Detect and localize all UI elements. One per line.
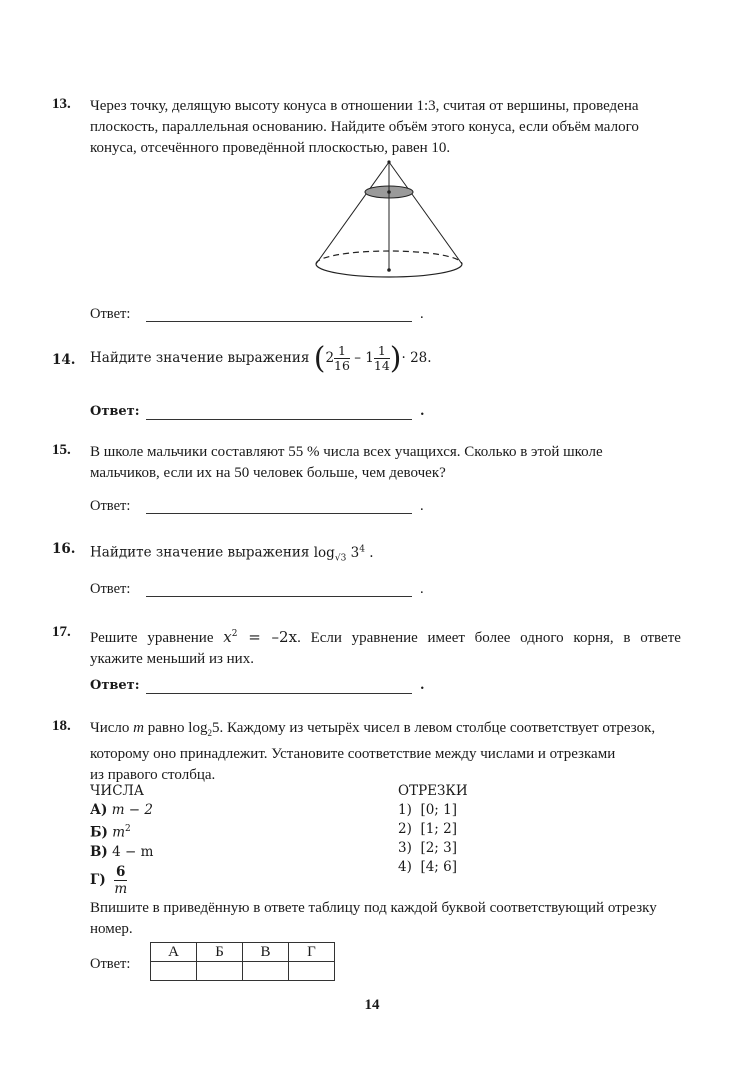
instruction-text [90, 898, 722, 940]
answer-dot: . [420, 404, 425, 419]
math-expression [313, 544, 374, 564]
answer-dot: . [420, 581, 424, 597]
answer-field[interactable] [146, 419, 412, 420]
header-cell: Г [289, 943, 335, 962]
answer-row [90, 498, 424, 515]
task-number: 15. [52, 442, 71, 458]
answer-label: Ответ: [90, 404, 140, 419]
answer-label: Ответ: [90, 581, 131, 597]
period: . [427, 350, 432, 366]
number-item-b: Б) $m^2$ [90, 824, 131, 841]
task-text-line [90, 624, 722, 649]
task-text [90, 718, 722, 786]
answer-cell-v[interactable] [243, 962, 289, 981]
task-number: 16. [52, 541, 76, 557]
numbers-column [90, 782, 153, 897]
segment-item: 4) [4; 6] [398, 859, 457, 875]
number-item-v: В) 4 − m [90, 843, 154, 860]
answer-dot: . [420, 498, 424, 514]
exponent: 4 [359, 544, 365, 554]
task-text-line: конуса, отсечённого проведённой плоскостью, равен 10. [90, 140, 451, 156]
task-text-line: плоскость, параллельная основанию. Найдите объём этого конуса, если объём малого [90, 119, 639, 135]
answer-table [150, 942, 335, 981]
task-number: 14. [52, 352, 76, 368]
header-cell: Б [197, 943, 243, 962]
answer-label: Ответ: [90, 306, 131, 322]
answer-cell-b[interactable] [197, 962, 243, 981]
answer-dot: . [420, 678, 425, 693]
instruction-line: Впишите в приведённую в ответе таблицу под каждой буквой соответствующий отрезку [90, 900, 657, 916]
answer-row [90, 678, 425, 693]
whole-part: 2 [325, 350, 335, 366]
text-fragment: . Если уравнение имеет более одного корня, в ответе [297, 630, 681, 646]
task-text [90, 442, 722, 484]
math-expression: $x^2 = -2x$ [223, 628, 298, 646]
column-header: ЧИСЛА [90, 783, 145, 799]
task-number: 13. [52, 96, 71, 112]
answer-label: Ответ: [90, 956, 131, 972]
text-fragment: Решите уравнение [90, 630, 214, 646]
header-cell: А [151, 943, 197, 962]
task-text-line: Через точку, делящую высоту конуса в отношении 1:3, считая от вершины, проведена [90, 98, 639, 114]
task-text-line: которому оно принадлежит. Установите соответствие между числами и отрезками [90, 746, 616, 762]
operator: – [354, 350, 361, 366]
answer-label: Ответ: [90, 498, 131, 514]
instruction-line: номер. [90, 921, 133, 937]
column-header: ОТРЕЗКИ [398, 783, 468, 799]
header-cell: В [243, 943, 289, 962]
number-item-g: Г) $\frac{6}{m}$ [90, 863, 128, 897]
task-text-line: Найдите значение выражения [90, 350, 310, 366]
task-text [90, 341, 722, 376]
number-item-a: А) m − 2 [90, 802, 153, 818]
fraction: $\frac{1}{14}$ [373, 343, 390, 373]
cone-figure [310, 158, 466, 284]
task-text-line: мальчиков, если их на 50 человек больше, чем девочек? [90, 465, 446, 481]
task-number: 18. [52, 718, 71, 734]
page-number: 14 [364, 997, 380, 1013]
task-text [90, 96, 722, 159]
task-text-line: Найдите значение выражения [90, 544, 310, 561]
answer-label: Ответ: [90, 678, 140, 693]
segment-item: 1) [0; 1] [398, 802, 457, 818]
task-text-line: Число m равно $\log_25$. Каждому из четырёх чисел в левом столбце соответствует отрезок, [90, 720, 656, 738]
whole-part: 1 [365, 350, 374, 366]
answer-cell-a[interactable] [151, 962, 197, 981]
period: . [369, 544, 374, 561]
answer-row [90, 404, 425, 419]
multiplier: · 28 [401, 350, 428, 366]
task-text-line: В школе мальчики составляют 55 % числа всех учащихся. Сколько в этой школе [90, 444, 603, 460]
task-text-line: из правого столбца. [90, 767, 216, 783]
math-expression: (2 $\frac{1}{16}$ – 1 $\frac{1}{14}$ )· 28. [313, 341, 432, 376]
fraction: $\frac{1}{16}$ [334, 343, 350, 373]
task-text [90, 539, 722, 569]
task-text-line: укажите меньший из них. [90, 651, 254, 667]
task-text [90, 624, 722, 670]
segment-item: 3) [2; 3] [398, 840, 457, 856]
answer-row [90, 581, 424, 598]
answer-dot: . [420, 306, 424, 322]
answer-field[interactable] [146, 513, 412, 514]
answer-field[interactable] [146, 693, 412, 694]
segment-item: 2) [1; 2] [398, 821, 457, 837]
task-number: 17. [52, 624, 71, 640]
answer-table-header [151, 943, 335, 962]
answer-table-input-row [151, 962, 335, 981]
answer-row [90, 306, 424, 323]
answer-field[interactable] [146, 321, 412, 322]
segments-column [398, 782, 468, 877]
answer-cell-g[interactable] [289, 962, 335, 981]
log-base: √3 [334, 553, 347, 564]
log-symbol: log [313, 544, 335, 561]
log-argument: 3 [350, 544, 360, 561]
answer-field[interactable] [146, 596, 412, 597]
